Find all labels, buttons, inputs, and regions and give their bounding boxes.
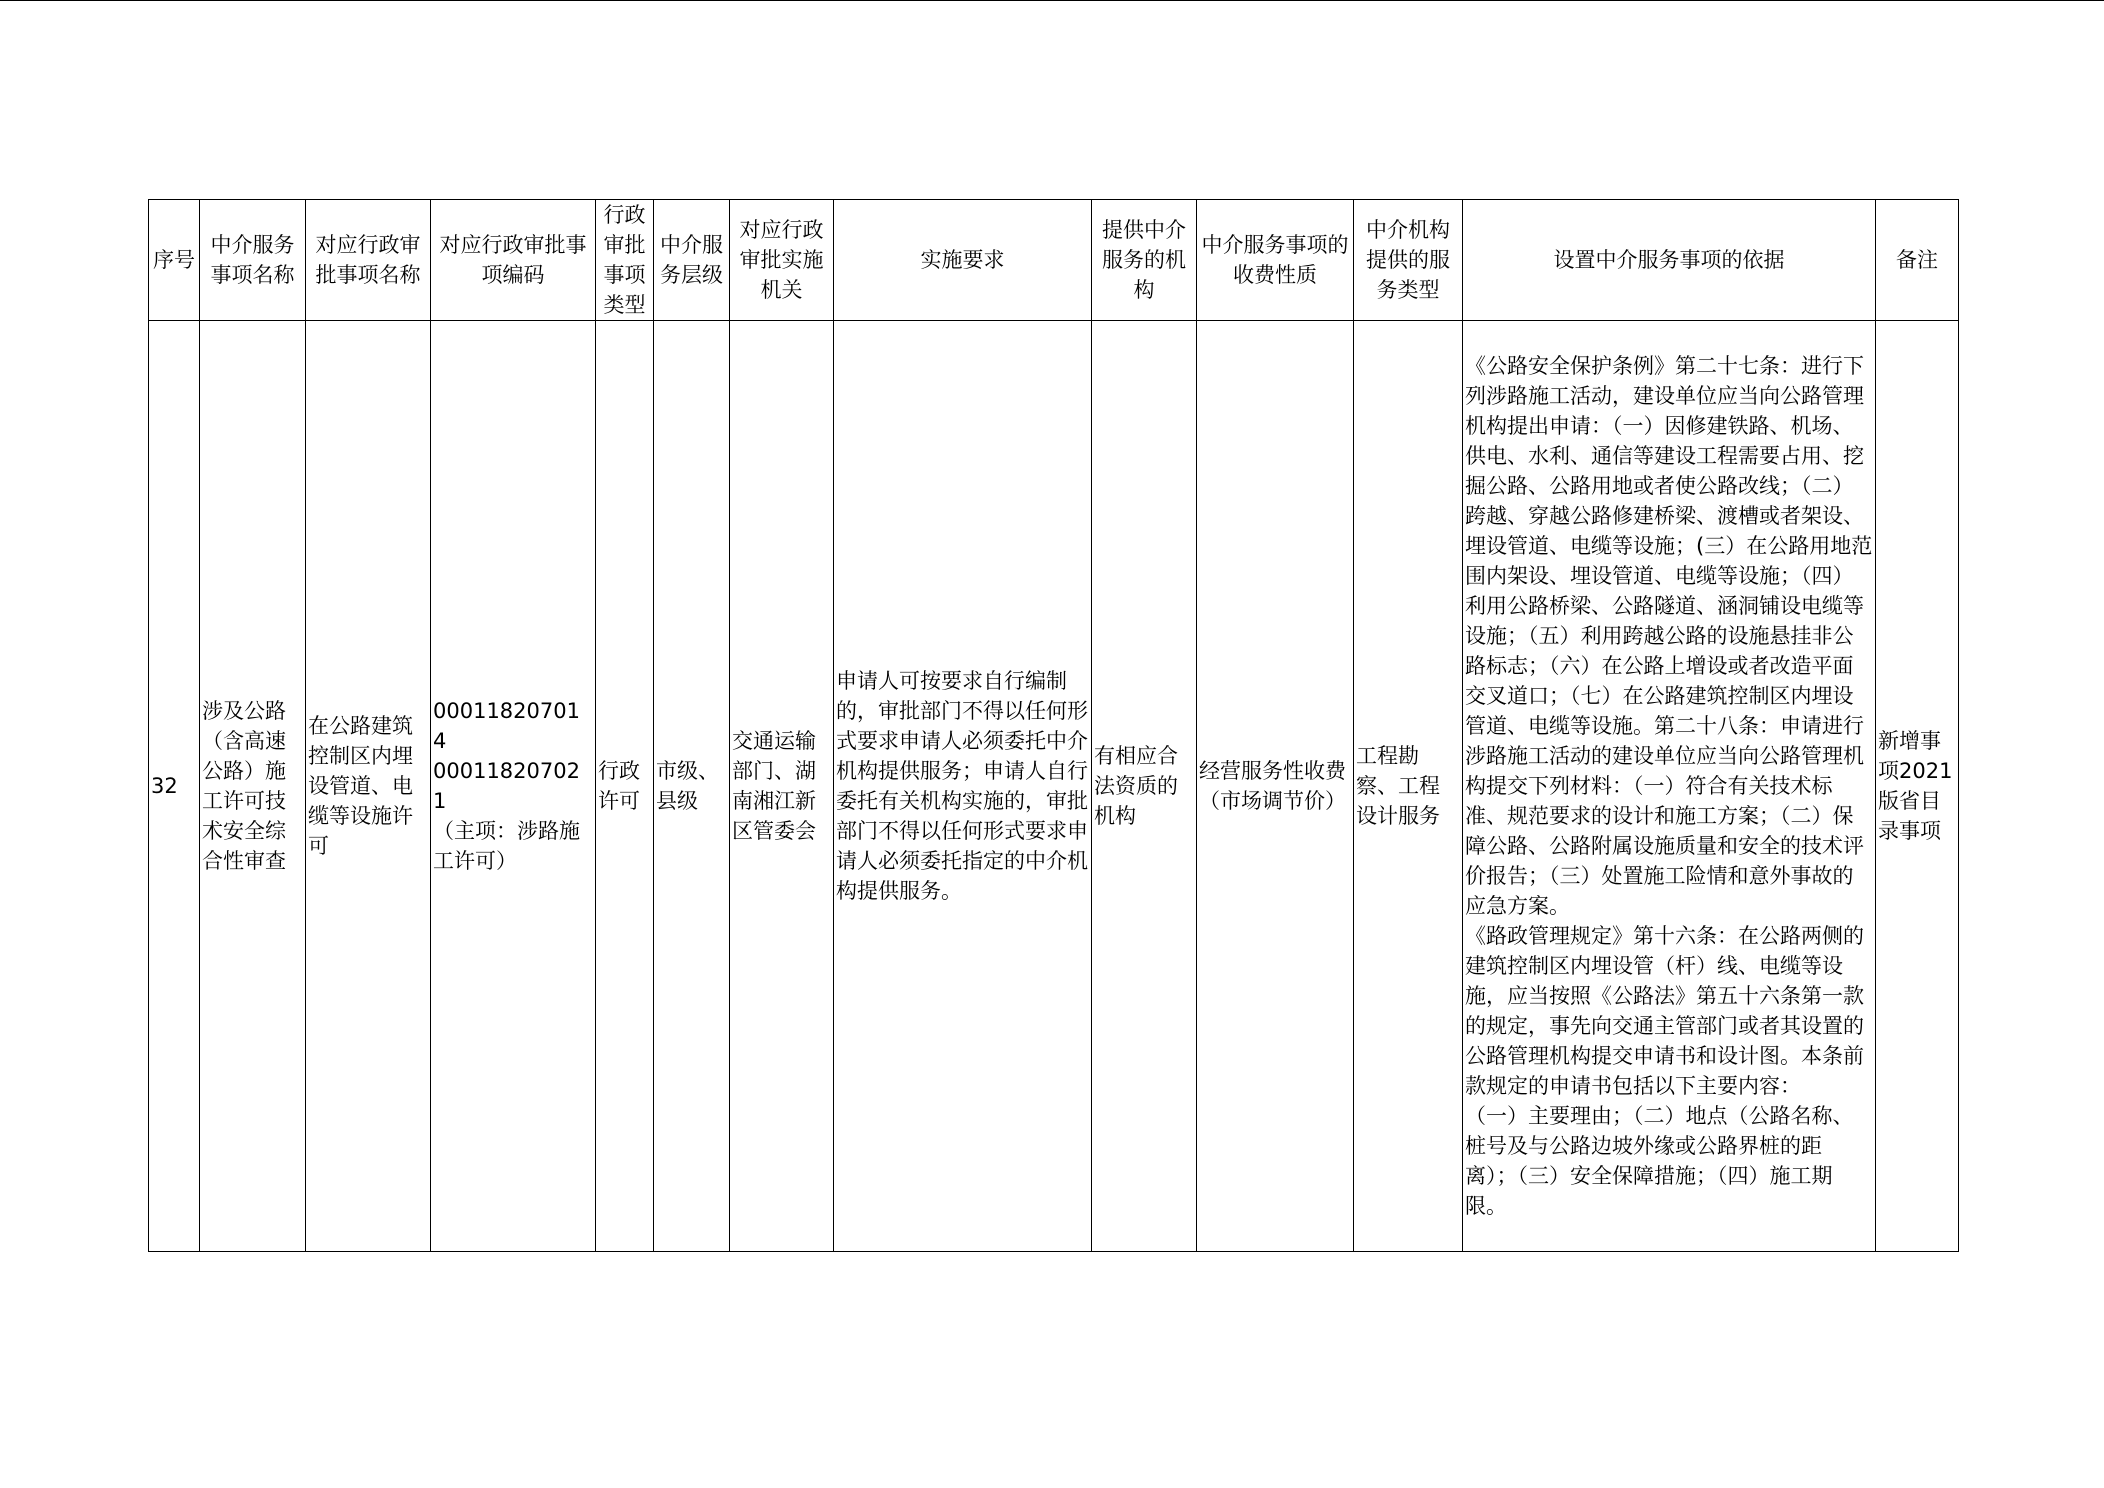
header-fee-nature: 中介服务事项的收费性质 [1197,200,1354,321]
header-approval-type: 行政审批事项类型 [596,200,654,321]
cell-approval-code: 000118207014 000118207021 （主项：涉路施工许可） [431,321,596,1252]
cell-basis: 《公路安全保护条例》第二十七条：进行下列涉路施工活动，建设单位应当向公路管理机构提出申请：（一）因修建铁路、机场、供电、水利、通信等建设工程需要占用、挖掘公路、公路用地或者使公路改线；（二）跨越、穿越公路修建桥梁、渡槽或者架设、埋设管道、电缆等设施；(三）在公路用地范围内架设、埋设管道、电缆等设施；（四）利用公路桥梁、公路隧道、涵洞铺设电缆等设施；（五）利用跨越公路的设施悬挂非公路标志；（六）在公路上增设或者改造平面交叉道口；（七）在公路建筑控制区内埋设管道、电缆等设施。第二十八条：申请进行涉路施工活动的建设单位应当向公路管理机构提交下列材料：（一）符合有关技术标准、规范要求的设计和施工方案；（二）保障公路、公路附属设施质量和安全的技术评价报告；（三）处置施工险情和意外事故的应急方案。 《路政管理规定》第十六条：在公路两侧的建筑控制区内埋设管（杆）线、电缆等设施，应当按照《公路法》第五十六条第一款的规定，事先向交通主管部门或者其设置的公路管理机构提交申请书和设计图。本条前款规定的申请书包括以下主要内容： （一）主要理由；（二）地点（公路名称、桩号及与公路边坡外缘或公路界桩的距离）；（三）安全保障措施；（四）施工期限。 [1463,321,1876,1252]
cell-service-type: 工程勘察、工程设计服务 [1354,321,1463,1252]
page-top-border [0,0,2104,1]
table-header-row [149,200,1959,321]
header-service-level: 中介服务层级 [654,200,730,321]
cell-requirements: 申请人可按要求自行编制的，审批部门不得以任何形式要求申请人必须委托中介机构提供服务；申请人自行委托有关机构实施的，审批部门不得以任何形式要求申请人必须委托指定的中介机构提供服务。 [834,321,1092,1252]
cell-service-name: 涉及公路（含高速公路）施工许可技术安全综合性审查 [200,321,306,1252]
cell-provider: 有相应合法资质的机构 [1092,321,1197,1252]
header-remark: 备注 [1876,200,1959,321]
cell-remark: 新增事项2021版省目录事项 [1876,321,1959,1252]
header-service-type: 中介机构提供的服务类型 [1354,200,1463,321]
intermediary-service-table [148,199,1959,1252]
header-requirements: 实施要求 [834,200,1092,321]
header-authority: 对应行政审批实施机关 [730,200,834,321]
header-approval-name: 对应行政审批事项名称 [306,200,431,321]
cell-authority: 交通运输部门、湖南湘江新区管委会 [730,321,834,1252]
cell-approval-type: 行政许可 [596,321,654,1252]
cell-seq: 32 [149,321,200,1252]
cell-fee-nature: 经营服务性收费（市场调节价） [1197,321,1354,1252]
header-basis: 设置中介服务事项的依据 [1463,200,1876,321]
table-row [149,321,1959,1252]
header-seq: 序号 [149,200,200,321]
header-provider: 提供中介服务的机构 [1092,200,1197,321]
cell-service-level: 市级、县级 [654,321,730,1252]
header-approval-code: 对应行政审批事项编码 [431,200,596,321]
header-service-name: 中介服务事项名称 [200,200,306,321]
cell-approval-name: 在公路建筑控制区内埋设管道、电缆等设施许可 [306,321,431,1252]
